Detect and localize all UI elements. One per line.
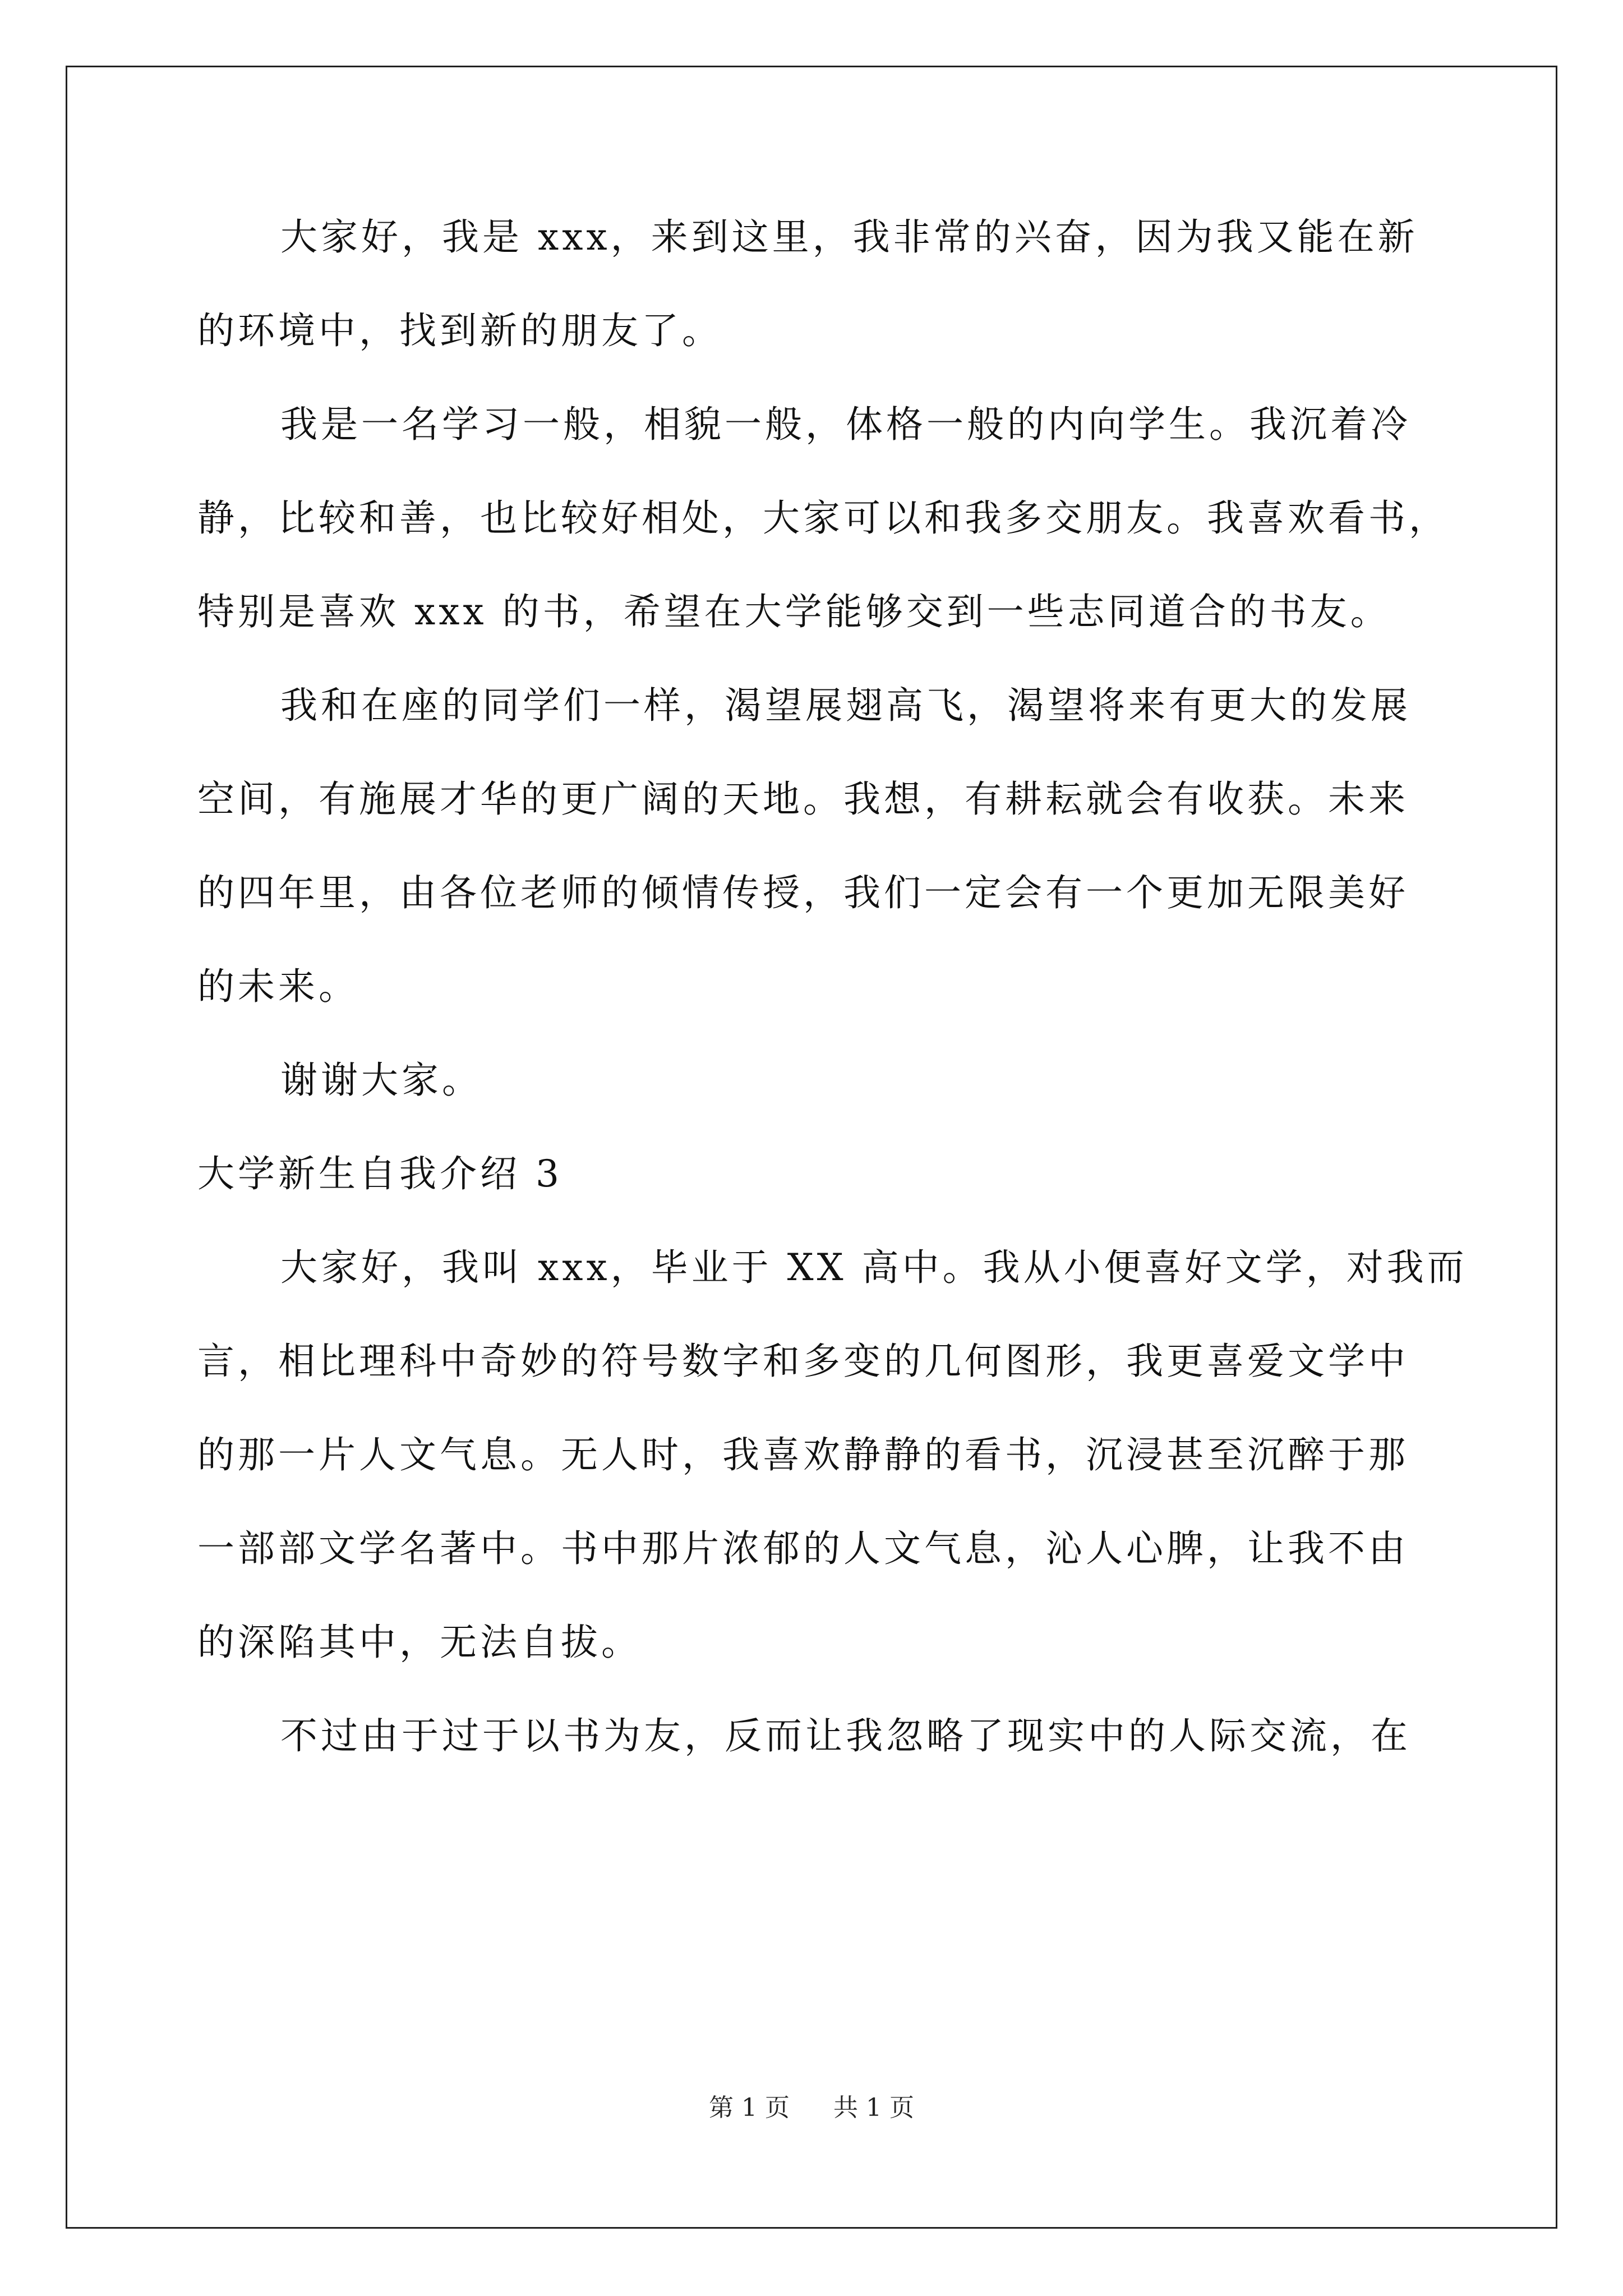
page-total: 共 1 页 bbox=[833, 2093, 914, 2122]
page-footer bbox=[0, 2093, 1623, 2122]
paragraph-3-line-4: 的未来。 bbox=[197, 965, 359, 1008]
paragraph-5-line-2: 言，相比理科中奇妙的符号数字和多变的几何图形，我更喜爱文学中 bbox=[197, 1340, 1409, 1383]
paragraph-1-line-1: 大家好，我是 xxx，来到这里，我非常的兴奋，因为我又能在新 bbox=[280, 215, 1418, 259]
paragraph-5-line-3: 的那一片人文气息。无人时，我喜欢静静的看书，沉浸甚至沉醉于那 bbox=[197, 1433, 1409, 1476]
paragraph-1-line-2: 的环境中，找到新的朋友了。 bbox=[197, 309, 722, 352]
paragraph-2-line-2: 静，比较和善，也比较好相处，大家可以和我多交朋友。我喜欢看书， bbox=[197, 496, 1449, 540]
paragraph-3-line-2: 空间，有施展才华的更广阔的天地。我想，有耕耘就会有收获。未来 bbox=[197, 777, 1409, 821]
paragraph-5-line-5: 的深陷其中，无法自拔。 bbox=[197, 1621, 642, 1664]
paragraph-3-line-3: 的四年里，由各位老师的倾情传授，我们一定会有一个更加无限美好 bbox=[197, 871, 1409, 914]
document-body bbox=[197, 215, 1468, 1811]
paragraph-5-line-1: 大家好，我叫 xxx，毕业于 XX 高中。我从小便喜好文学，对我而 bbox=[280, 1246, 1468, 1289]
section-heading: 大学新生自我介绍 3 bbox=[197, 1152, 562, 1195]
paragraph-3-line-1: 我和在座的同学们一样，渴望展翅高飞，渴望将来有更大的发展 bbox=[280, 684, 1411, 727]
page-number: 第 1 页 bbox=[709, 2093, 790, 2122]
paragraph-4-line-1: 谢谢大家。 bbox=[280, 1059, 482, 1102]
paragraph-5-line-4: 一部部文学名著中。书中那片浓郁的人文气息，沁人心脾，让我不由 bbox=[197, 1527, 1409, 1570]
paragraph-2-line-1: 我是一名学习一般，相貌一般，体格一般的内向学生。我沉着冷 bbox=[280, 403, 1411, 446]
paragraph-6-line-1: 不过由于过于以书为友，反而让我忽略了现实中的人际交流，在 bbox=[280, 1714, 1411, 1757]
paragraph-2-line-3: 特别是喜欢 xxx 的书，希望在大学能够交到一些志同道合的书友。 bbox=[197, 590, 1391, 633]
